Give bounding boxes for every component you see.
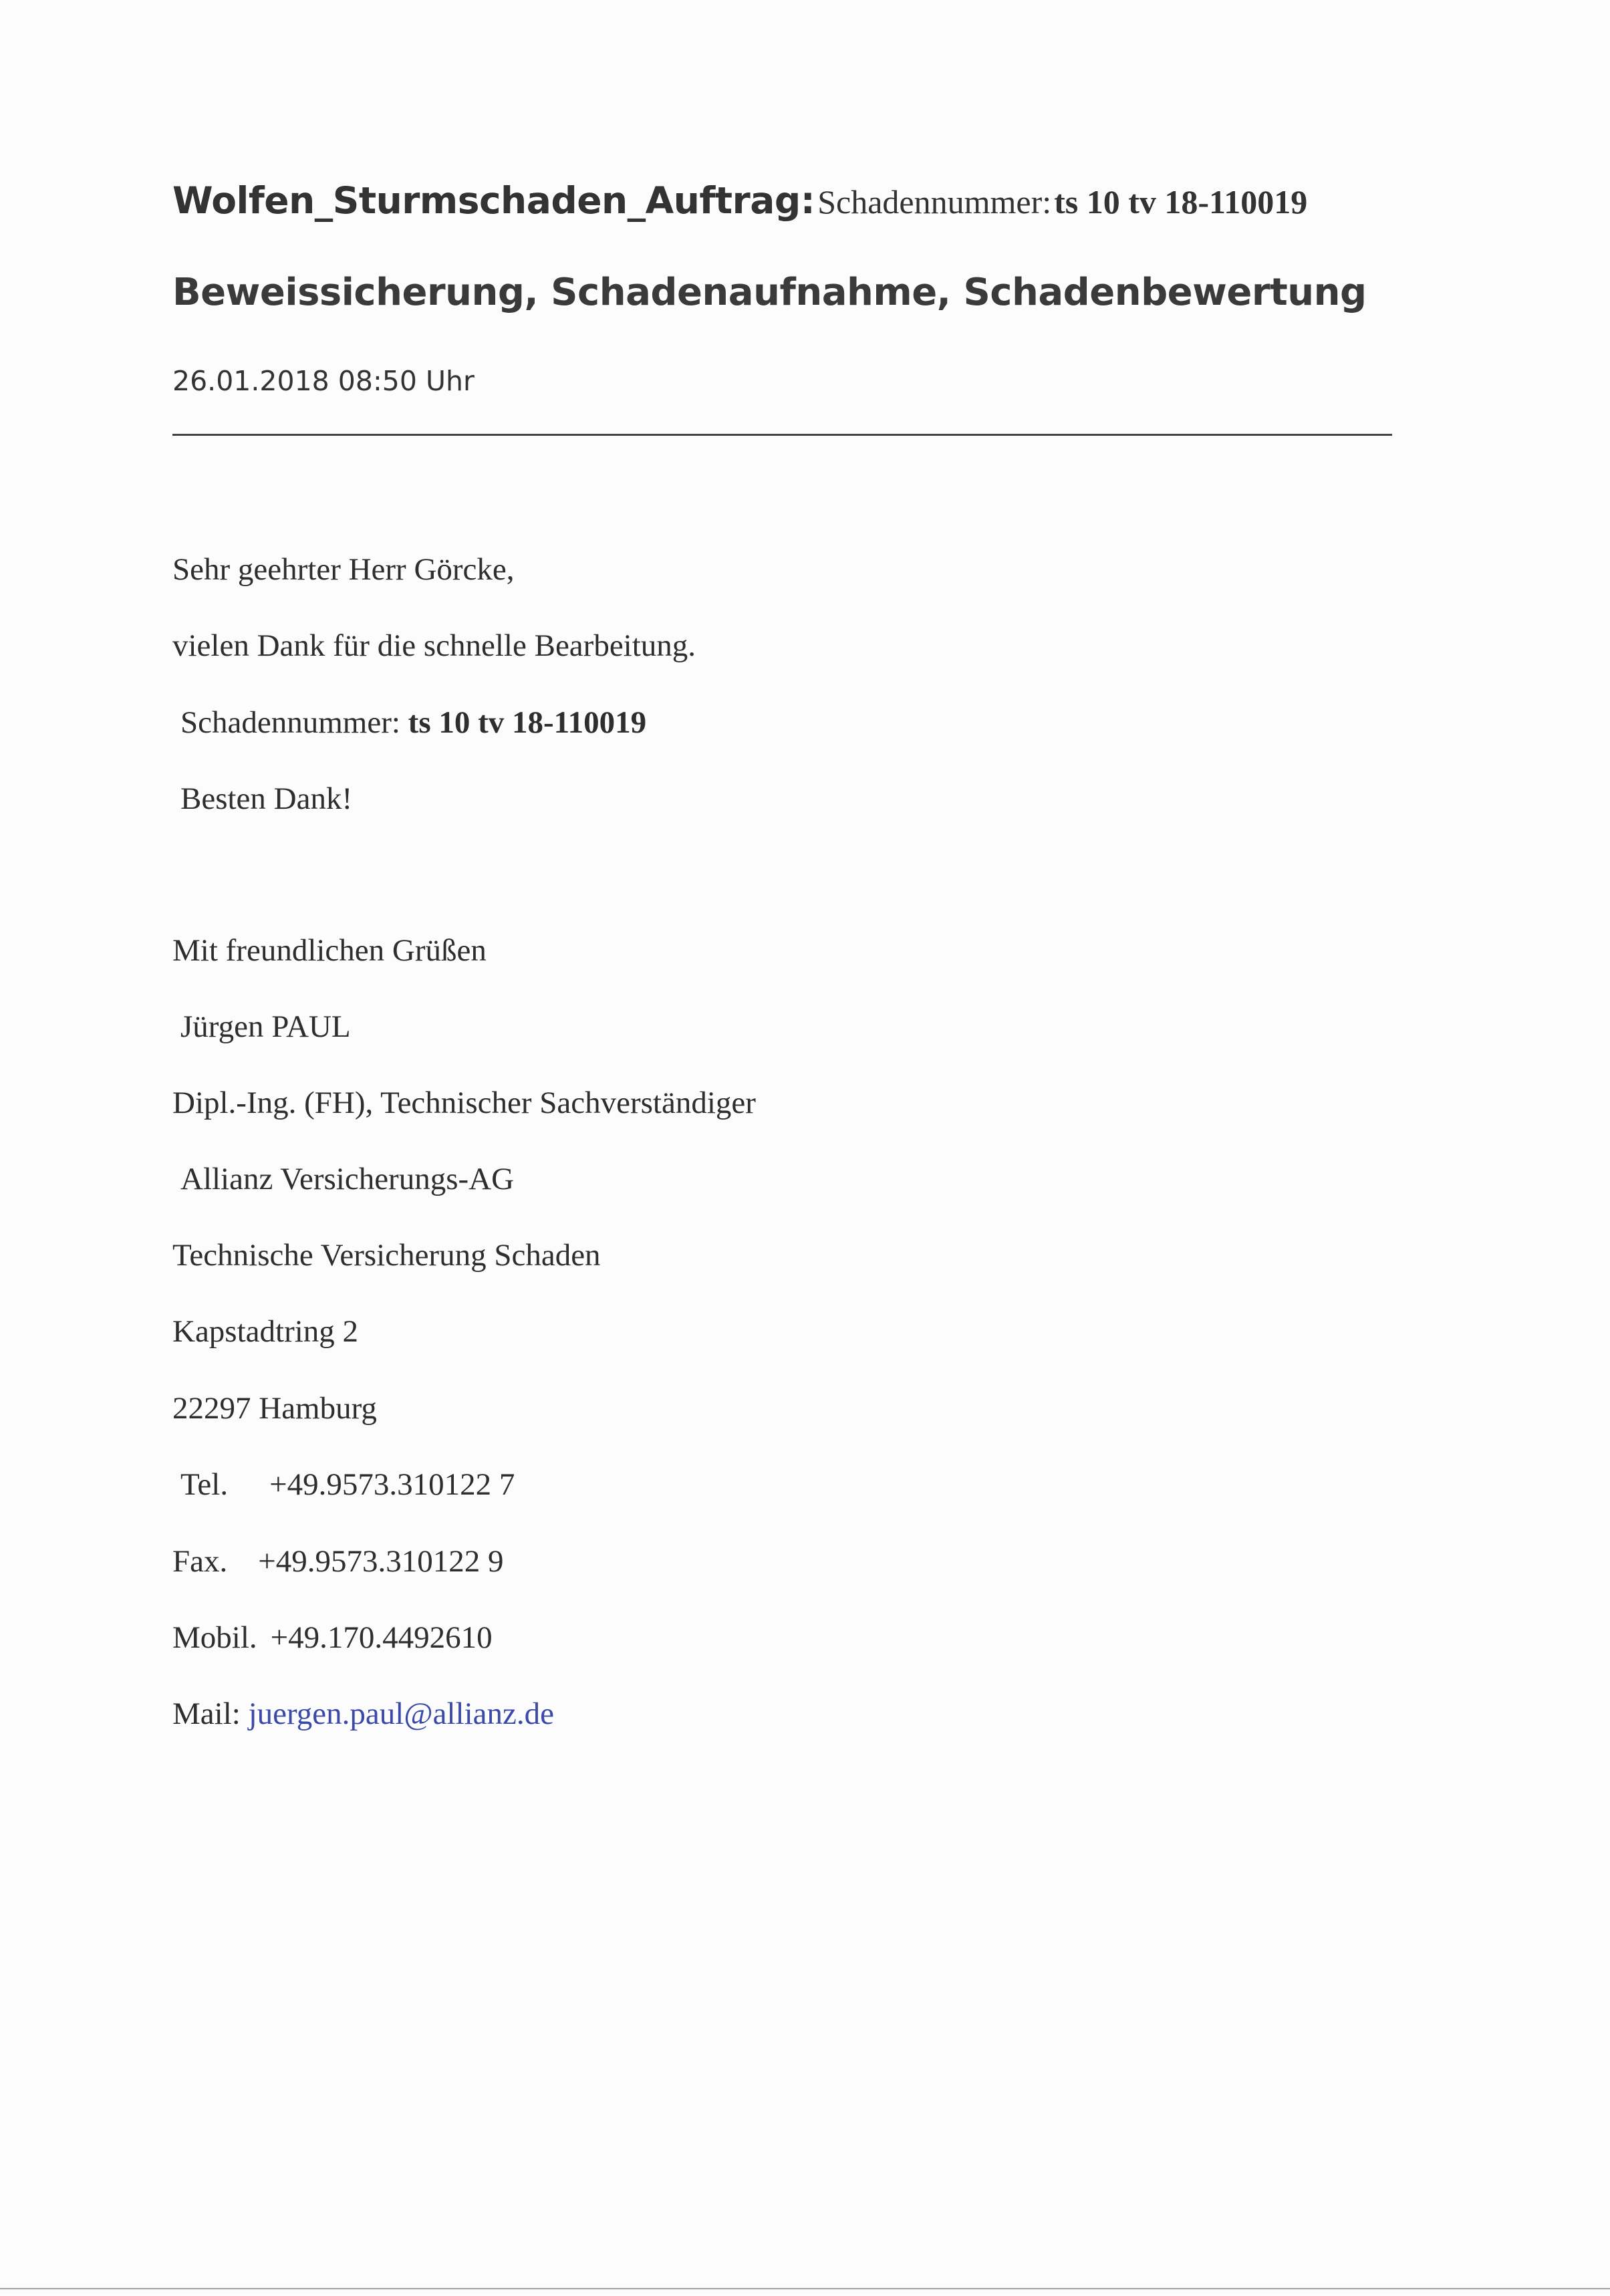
address-city: 22297 Hamburg — [172, 1391, 377, 1426]
claim-number: ts 10 tv 18-110019 — [1054, 183, 1308, 221]
mobile-number: +49.170.4492610 — [270, 1620, 493, 1655]
mail-line — [172, 1696, 554, 1732]
sender-company: Allianz Versicherungs-AG — [180, 1162, 515, 1196]
closing-thanks: Besten Dank! — [180, 781, 353, 816]
phone-label: Tel. — [180, 1467, 229, 1502]
fax-number: +49.9573.310122 9 — [258, 1544, 504, 1579]
address-street: Kapstadtring 2 — [172, 1314, 359, 1349]
sender-name: Jürgen PAUL — [180, 1009, 351, 1044]
subject-line — [172, 179, 1307, 222]
sender-department: Technische Versicherung Schaden — [172, 1238, 601, 1273]
page-bottom-border — [0, 2288, 1610, 2289]
mail-link[interactable]: juergen.paul@allianz.de — [248, 1696, 554, 1731]
fax-label: Fax. — [172, 1544, 228, 1579]
claim-reference-number: ts 10 tv 18-110019 — [408, 705, 647, 740]
mail-label: Mail: — [172, 1696, 241, 1731]
claim-reference — [180, 705, 646, 741]
sent-timestamp: 26.01.2018 08:50 Uhr — [172, 365, 475, 397]
claim-reference-label: Schadennummer: — [180, 705, 400, 740]
mobile-label: Mobil. — [172, 1620, 257, 1655]
claim-number-label: Schadennummer: — [817, 183, 1052, 221]
sender-position: Dipl.-Ing. (FH), Technischer Sachverständiger — [172, 1086, 756, 1120]
header-divider — [172, 434, 1392, 436]
phone-line — [180, 1466, 515, 1503]
subject-title: Wolfen_Sturmschaden_Auftrag: — [172, 179, 815, 222]
salutation: Sehr geehrter Herr Görcke, — [172, 552, 515, 587]
mobile-line — [172, 1620, 493, 1656]
closing-greeting: Mit freundlichen Grüßen — [172, 933, 487, 968]
page-title: Beweissicherung, Schadenaufnahme, Schadenbewertung — [172, 271, 1367, 314]
thanks-line: vielen Dank für die schnelle Bearbeitung. — [172, 628, 696, 663]
phone-number: +49.9573.310122 7 — [269, 1467, 515, 1502]
fax-line — [172, 1543, 504, 1579]
